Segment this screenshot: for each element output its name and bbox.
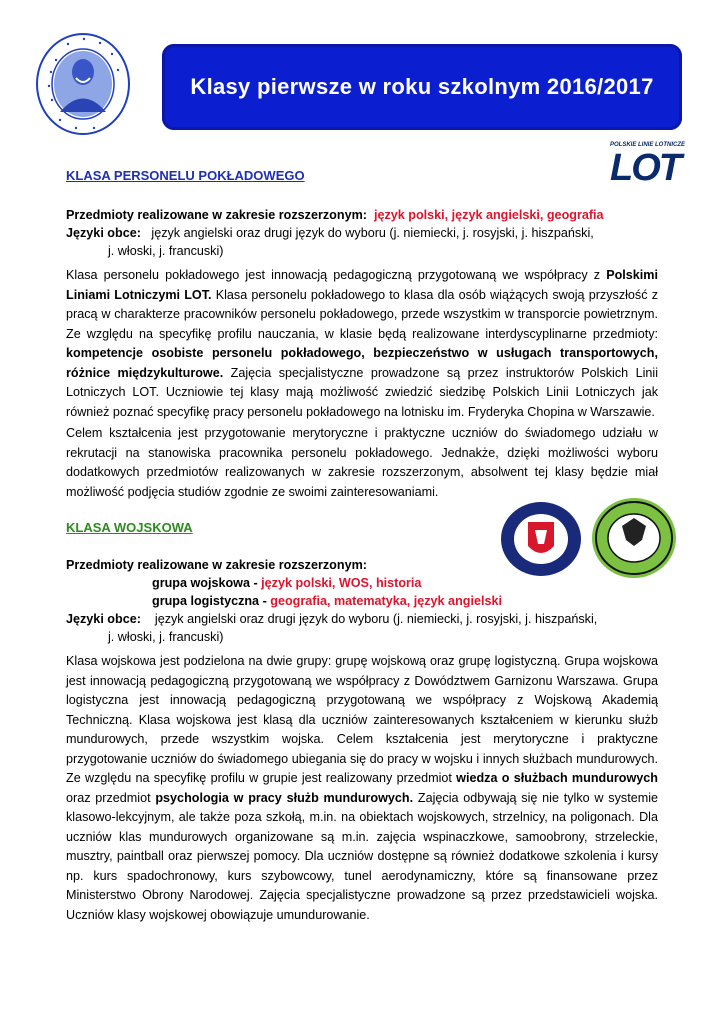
cabin-languages-label: Języki obce: bbox=[66, 226, 141, 240]
cabin-desc-subjects: kompetencje osobiste personelu pokładowego, bezpieczeństwo w usługach transportowych, różnice międzykulturowe. bbox=[66, 346, 658, 380]
military-group2-line bbox=[152, 592, 652, 612]
military-desc-part: Klasa wojskowa jest podzielona na dwie grupy: grupę wojskową oraz grupę logistyczną. Grupa wojskowa jest innowacją pedagogiczną przygotowaną we współpracy z Dowództwem Garnizonu Warszawa. Grupa logistyczna jest innowacją pedagogiczną przygotowaną we współpracy z Wojskową Akademią Techniczną. Klasa wojskowa jest klasą dla uczniów zainteresowanych kształceniem w kierunku służb mundurowych, przede wszystkim wojska. Celem kształcenia jest merytoryczne i praktyczne przygotowanie uczniów do świadomego ubiegania się do pracy w wojsku i innych służbach mundurowych. Ze względu na specyfikę profilu w grupie jest realizowany przedmiot bbox=[66, 654, 658, 785]
military-subjects-label bbox=[66, 556, 658, 576]
cabin-languages-line bbox=[66, 224, 658, 244]
military-group1-label: grupa wojskowa - bbox=[152, 576, 262, 590]
cabin-languages-value: język angielski oraz drugi język do wyboru (j. niemiecki, j. rosyjski, j. hiszpański, bbox=[151, 226, 594, 240]
cabin-crew-heading: KLASA PERSONELU POKŁADOWEGO bbox=[66, 168, 305, 183]
military-desc-subject1: wiedza o służbach mundurowych bbox=[456, 771, 658, 785]
lot-logo bbox=[606, 142, 708, 192]
military-languages-label: Języki obce: bbox=[66, 612, 141, 626]
cabin-goal: Celem kształcenia jest przygotowanie merytoryczne i praktyczne uczniów do świadomego udziału w rekrutacji na stanowiska pracownika personelu pokładowego. Jednakże, dzięki możliwości wyboru dodatkowych przedmiotów realizowanych w zakresie rozszerzonym, absolwent tej klasy będzie miał możliwość podjęcia studiów zgodnie ze swoimi zainteresowaniami. bbox=[66, 426, 658, 499]
military-description bbox=[66, 652, 658, 925]
cabin-description bbox=[66, 266, 658, 422]
cabin-subjects-line bbox=[66, 206, 658, 226]
title-banner bbox=[162, 44, 682, 130]
military-languages-value: język angielski oraz drugi język do wyboru (j. niemiecki, j. rosyjski, j. hiszpański, bbox=[154, 612, 598, 626]
lot-tagline: POLSKIE LINIE LOTNICZE bbox=[610, 142, 686, 148]
military-languages-line bbox=[66, 610, 658, 630]
cabin-subjects-label: Przedmioty realizowane w zakresie rozszerzonym: bbox=[66, 208, 367, 222]
cabin-subjects-value: język polski, język angielski, geografia bbox=[373, 208, 604, 222]
cabin-desc-part: Klasa personelu pokładowego jest innowacją pedagogiczną przygotowaną we współpracy z bbox=[66, 268, 607, 282]
military-group1-value: język polski, WOS, historia bbox=[261, 576, 422, 590]
cabin-desc-part: Klasa personelu pokładowego to klasa dla osób wiążących swoją przyszłość z pracą w charakterze pracowników personelu pokładowego, przede wszystkim w transporcie powietrznym. Ze względu na specyfikę profilu nauczania, w klasie będą realizowane interdyscyplinarne przedmioty: bbox=[66, 287, 658, 341]
military-desc-part: Zajęcia odbywają się nie tylko w systemie klasowo-lekcyjnym, ale także poza szkołą, m.in. na obiektach wojskowych, strzelnicy, na poligonach. Dla uczniów klas mundurowych organizowane są m.in. zajęcia wspinaczkowe, samoobrony, strzeleckie, musztry, paintball oraz pierwszej pomocy. Dla uczniów dostępne są również dodatkowe szkolenia i kursy np. kurs spadochronowy, kurs szybowcowy, tunel aerodynamiczny, które są finansowane przez Ministerstwo Obrony Narodowej. Zajęcia specjalistyczne prowadzone są przez przedstawicieli wojska. Uczniów klasy wojskowej obowiązuje umundurowanie. bbox=[66, 790, 658, 922]
military-heading: KLASA WOJSKOWA bbox=[66, 520, 193, 535]
military-languages-cont: j. włoski, j. francuski) bbox=[108, 630, 224, 644]
cabin-desc-lot: Polskimi Liniami Lotniczymi LOT. bbox=[66, 268, 658, 302]
cabin-desc-part: Zajęcia specjalistyczne prowadzone są przez instruktorów Polskich Linii Lotniczych LOT. Uczniowie tej klasy mają możliwość zwiedzić siedzibę Polskich Linii Lotniczych jak również poznać specyfikę pracy personelu pokładowego na lotnisku im. Fryderyka Chopina w Warszawie. bbox=[66, 365, 658, 419]
cabin-languages-cont: j. włoski, j. francuski) bbox=[108, 244, 224, 258]
military-group1-line bbox=[152, 574, 652, 594]
military-group2-label: grupa logistyczna - bbox=[152, 594, 271, 608]
military-desc-subject2: psychologia w pracy służb mundurowych. bbox=[155, 790, 414, 805]
military-subjects-label-text: Przedmioty realizowane w zakresie rozszerzonym: bbox=[66, 558, 367, 572]
military-group2-value: geografia, matematyka, język angielski bbox=[270, 594, 502, 608]
lot-logo-text: LOT bbox=[610, 147, 680, 189]
school-seal-logo bbox=[32, 30, 134, 138]
military-desc-part: oraz przedmiot bbox=[66, 790, 156, 805]
page-title: Klasy pierwsze w roku szkolnym 2016/2017 bbox=[190, 74, 654, 99]
